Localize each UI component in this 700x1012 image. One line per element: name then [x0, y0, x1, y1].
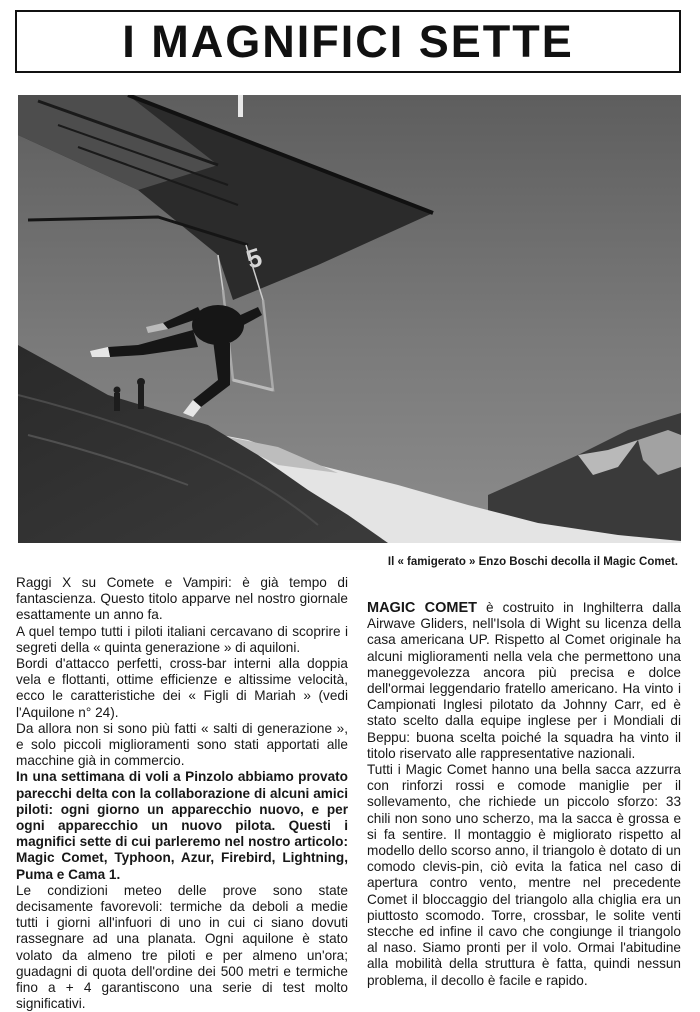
- sail-number: 5: [242, 241, 266, 275]
- left-column: [16, 575, 348, 1012]
- hang-glider-launch-photo-icon: [18, 95, 681, 543]
- lead-label: MAGIC COMET: [367, 600, 477, 616]
- paragraph: Da allora non si sono più fatti « salti di generazione », e solo piccoli miglioramenti sono stati apportati alle macchine già in commercio.: [16, 720, 348, 769]
- paragraph: A quel tempo tutti i piloti italiani cercavano di scoprire i segreti della « quinta generazione » di aquiloni.: [16, 623, 348, 655]
- title-box: [15, 10, 681, 73]
- paragraph: Bordi d'attacco perfetti, cross-bar interni alla doppia vela e flottanti, ottime efficienze e altissime velocità, ecco le caratteristiche dei « Figli di Mariah » (vedi l'Aquilone n° 24).: [16, 656, 348, 720]
- paragraph: Tutti i Magic Comet hanno una bella sacca azzurra con rinforzi rossi e comode maniglie per il sollevamento, che richiede un piccolo sforzo: 33 chili non sono uno scherzo, ma la sacca è grossa e si fa sentire. Il montaggio è migliorato rispetto al modello dello scorso anno, il triangolo è dotato di un comodo clevis-pin, ciò evita la fatica nel caso di apertura contro vento, mentre nel precedente Comet il bloccaggio del triangolo alla chiglia era un piuttosto scomodo. Torre, crossbar, le solite venti stecche ed infine il cavo che congiunge il triangolo al naso. Siamo pronti per il volo. Ormai l'abitudine alla mobilità della struttura è fatta, quindi nessun problema, il decollo è facile e rapido.: [367, 762, 681, 988]
- paragraph: Raggi X su Comete e Vampiri: è già tempo di fantascienza. Questo titolo apparve nel nostro giornale esattamente un anno fa.: [16, 575, 348, 623]
- paragraph-bold: In una settimana di voli a Pinzolo abbiamo provato parecchi delta con la collaborazione di alcuni amici piloti: ogni giorno un apparecchio nuovo, e per ogni apparecchio un nuovo pilota. Questi i magnifici sette di cui parleremo nel nostro articolo: Magic Comet, Typhoon, Azur, Firebird, Lightning, Puma e Cama 1.: [16, 769, 348, 882]
- lead-paragraph: [367, 600, 681, 762]
- article-title: I MAGNIFICI SETTE: [122, 16, 574, 67]
- paragraph: Le condizioni meteo delle prove sono state decisamente favorevoli: termiche da deboli a medie tutti i giorni all'infuori di uno in cui ci siano dovuti rassegnare ad una planata. Ogni aquilone è stato volato da almeno tre piloti e per almeno un'ora; guadagni di quota dell'ordine dei 500 metri e termiche fino a + 4 garantiscono una serie di test molto significativi.: [16, 882, 348, 1012]
- right-column: [367, 600, 681, 989]
- photo-caption: Il « famigerato » Enzo Boschi decolla il Magic Comet.: [387, 556, 678, 568]
- lead-text: è costruito in Inghilterra dalla Airwave Gliders, nell'Isola di Wight su licenza della casa americana UP. Rispetto al Comet originale ha alcuni miglioramenti nella vela che permettono una maneggevolezza ancora più precisa e dolce dell'ormai leggendario fratello americano. Ha vinto i Campionati Inglesi pilotato da Johnny Carr, ed è stato scelto dalla equipe inglese per i Mondiali di Beppu: buona scelta poiché la squadra ha vinto il titolo riservato alle rappresentative nazionali.: [367, 600, 681, 761]
- hang-glider-photo: [18, 95, 681, 543]
